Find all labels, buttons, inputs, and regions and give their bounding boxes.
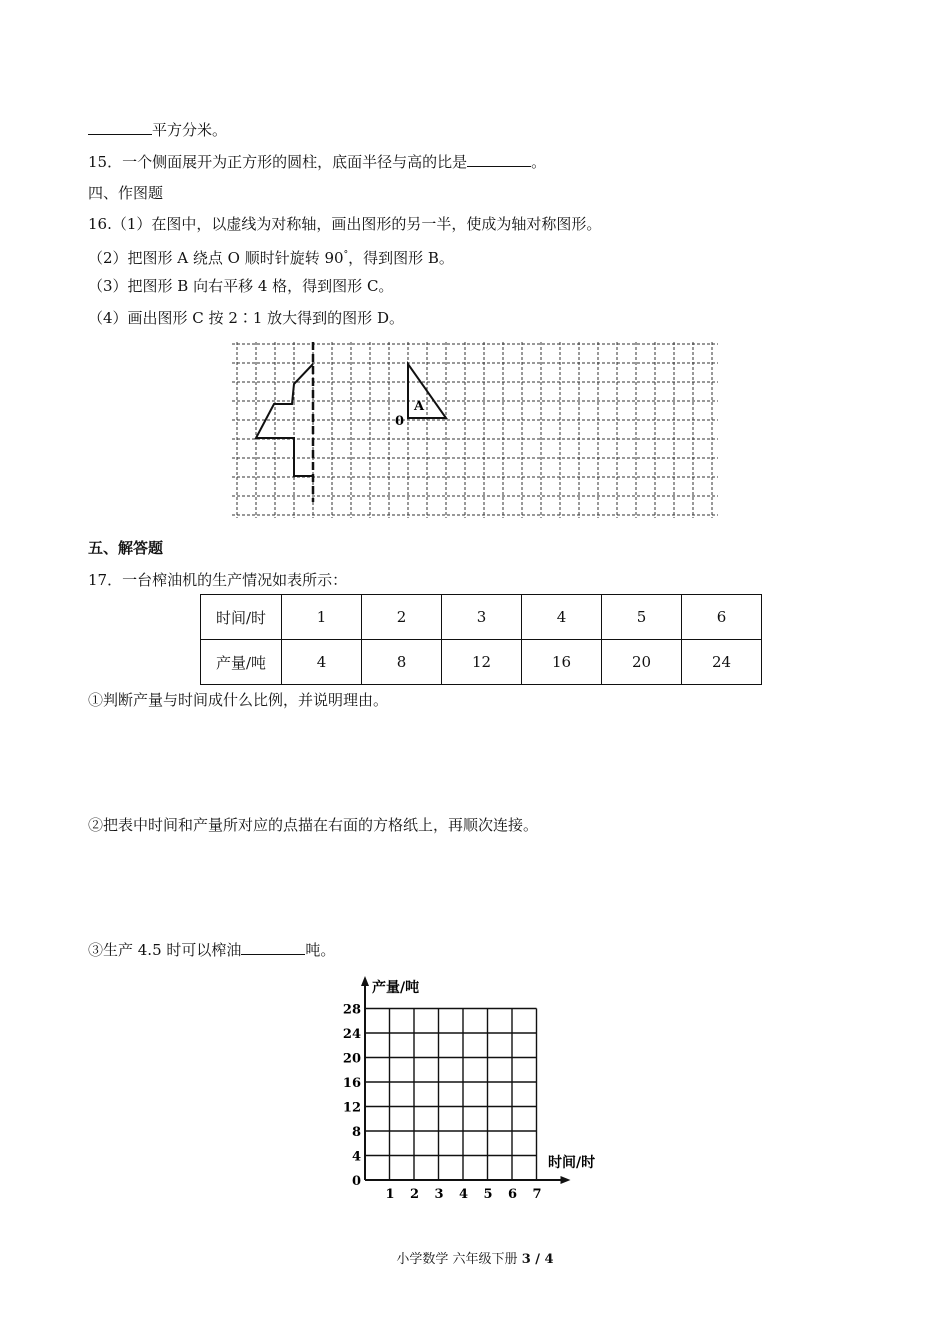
question-16-part4: （4）画出图形 C 按 2∶1 放大得到的图形 D。 xyxy=(88,309,404,327)
question-16-part2: （2）把图形 A 绕点 O 顺时针旋转 90°，得到图形 B。 xyxy=(88,249,454,267)
table-cell: 2 xyxy=(362,595,442,640)
y-tick-label: 16 xyxy=(342,1076,361,1091)
table-cell: 8 xyxy=(362,640,442,685)
sub-question-2: ②把表中时间和产量所对应的点描在右面的方格纸上，再顺次连接。 xyxy=(88,816,539,834)
y-tick-label: 24 xyxy=(342,1027,361,1042)
drawing-grid[interactable] xyxy=(232,342,718,518)
table-row-header: 时间/时 xyxy=(201,595,282,640)
y-tick-label: 4 xyxy=(351,1149,361,1165)
table-cell: 24 xyxy=(682,640,762,685)
table-row-header: 产量/吨 xyxy=(201,640,282,685)
y-tick-label: 0 xyxy=(351,1174,361,1189)
answer-blank[interactable] xyxy=(241,940,305,955)
section-4-title: 四、作图题 xyxy=(88,184,164,202)
answer-blank[interactable] xyxy=(467,152,531,167)
table-row xyxy=(201,595,762,640)
page-number: 3 / 4 xyxy=(521,1252,554,1267)
q14-tail: 平方分米。 xyxy=(88,120,227,140)
x-tick-label: 1 xyxy=(385,1187,395,1202)
table-cell: 1 xyxy=(282,595,362,640)
y-axis-label: 产量/吨 xyxy=(372,980,420,996)
label-a: A xyxy=(414,399,425,414)
x-tick-label: 3 xyxy=(434,1187,444,1202)
table-cell: 12 xyxy=(442,640,522,685)
x-tick-label: 7 xyxy=(532,1187,542,1202)
question-15: 15．一个侧面展开为正方形的圆柱，底面半径与高的比是 。 xyxy=(88,153,547,171)
sub-question-3: ③生产 4.5 时可以榨油 吨。 xyxy=(88,941,336,959)
x-tick-label: 4 xyxy=(459,1187,469,1202)
y-axis-arrow xyxy=(361,976,369,986)
y-tick-label: 28 xyxy=(342,1002,361,1018)
x-axis-arrow xyxy=(561,1176,571,1184)
answer-blank[interactable] xyxy=(88,120,152,135)
x-tick-label: 6 xyxy=(508,1187,518,1202)
y-tick-label: 20 xyxy=(342,1051,361,1067)
x-tick-label: 2 xyxy=(410,1187,420,1202)
production-chart[interactable] xyxy=(330,972,620,1202)
section-5-title: 五、解答题 xyxy=(88,539,164,557)
table-cell: 3 xyxy=(442,595,522,640)
table-cell: 4 xyxy=(522,595,602,640)
table-cell: 20 xyxy=(602,640,682,685)
y-tick-label: 12 xyxy=(342,1100,361,1116)
production-table xyxy=(200,594,762,685)
x-axis-label: 时间/时 xyxy=(548,1155,596,1171)
table-cell: 4 xyxy=(282,640,362,685)
label-o: 0 xyxy=(395,414,405,429)
question-17: 17．一台榨油机的生产情况如表所示： xyxy=(88,571,348,589)
question-16-part3: （3）把图形 B 向右平移 4 格，得到图形 C。 xyxy=(88,277,394,295)
question-16-part1: 16.（1）在图中，以虚线为对称轴，画出图形的另一半，使成为轴对称图形。 xyxy=(88,215,602,233)
page-footer: 小学数学 六年级下册 3 / 4 xyxy=(396,1252,554,1267)
y-tick-label: 8 xyxy=(351,1125,361,1140)
sub-question-1: ①判断产量与时间成什么比例，并说明理由。 xyxy=(88,691,389,709)
table-cell: 6 xyxy=(682,595,762,640)
x-tick-label: 5 xyxy=(483,1187,493,1202)
table-row xyxy=(201,640,762,685)
table-cell: 16 xyxy=(522,640,602,685)
table-cell: 5 xyxy=(602,595,682,640)
